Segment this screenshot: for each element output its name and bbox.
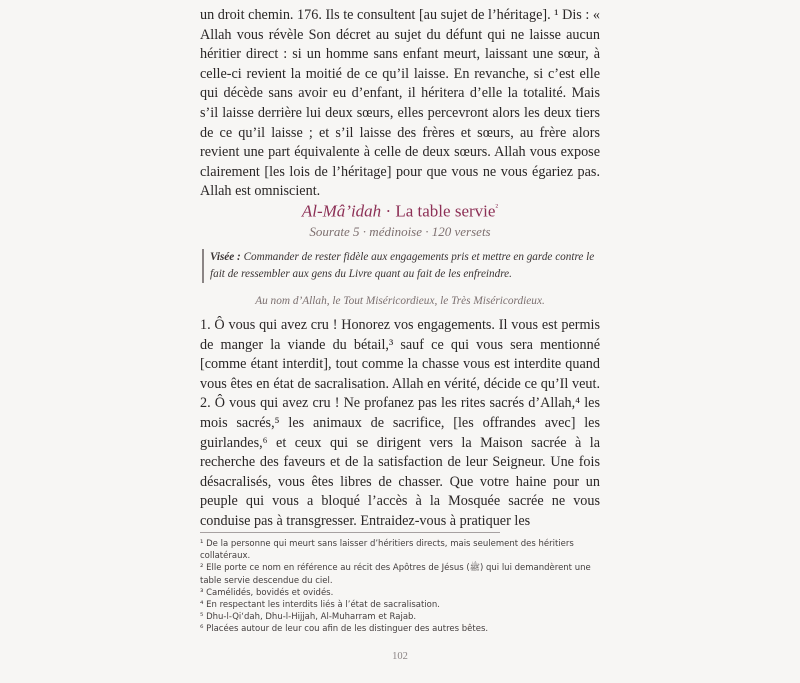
page-number: 102: [392, 651, 408, 662]
basmala: Au nom d’Allah, le Tout Miséricordieux, le Très Miséricordieux.: [255, 295, 545, 307]
surah-title: [200, 196, 600, 223]
title-separator: ·: [381, 201, 396, 221]
visee-box: [202, 249, 602, 283]
footnote: ⁵ Dhu-l-Qi‘dah, Dhu-l-Hijjah, Al-Muharram et Rajab.: [200, 612, 417, 623]
surah-arabic-name: Al-Mâ’idah: [301, 201, 382, 221]
footnote: ¹ De la personne qui meurt sans laisser d’héritiers directs, mais seulement des héritiers collatéraux.: [200, 539, 574, 562]
visee-text: Commander de rester fidèle aux engagements pris et mettre en garde contre le fait de ressembler aux gens du Livre quant au fait de les enfreindre.: [210, 251, 595, 280]
footnotes: [200, 538, 598, 636]
footnote: ⁴ En respectant les interdits liés à l’état de sacralisation.: [200, 600, 440, 611]
footnote: ⁶ Placées autour de leur cou afin de les distinguer des autres bêtes.: [200, 624, 489, 635]
footnote: ² Elle porte ce nom en référence au récit des Apôtres de Jésus (ﷺ) qui lui demandèrent une table servie descendue du ciel.: [200, 563, 591, 586]
surah-subtitle: Sourate 5 · médinoise · 120 versets: [309, 223, 491, 239]
footnote-divider: [200, 532, 500, 533]
verse-paragraph-top: [200, 6, 600, 202]
visee-label: Visée :: [210, 251, 241, 263]
footnote: ³ Camélidés, bovidés et ovidés.: [200, 587, 334, 598]
paragraph-text: un droit chemin. 176. Ils te consultent [au sujet de l’héritage]. ¹ Dis : « Allah vous révèle Son décret au sujet du défunt qui ne laisse aucun héritier direct : si un homme sans enfant meurt, laissant une sœur, à celle-ci revient la moitié de ce qu’il laisse. En revanche, si c’est elle qui décède sans avoir eu d’enfant, il héritera d’elle la totalité. Mais s’il laisse derrière lui deux sœurs, elles percevront alors les deux tiers de ce qu’il laisse ; et s’il laisse des frères et sœurs, au frère alors revient une part équivalente à celle de deux sœurs. Allah vous expose clairement [les lois de l’héritage] pour que vous ne vous égariez pas. Allah est omniscient.: [200, 7, 600, 200]
surah-french-title: La table servie: [395, 201, 496, 221]
verse-paragraph-main: [200, 316, 600, 532]
paragraph-text: 1. Ô vous qui avez cru ! Honorez vos engagements. Il vous est permis de manger la viande du bétail,³ sauf ce qui vous sera mentionné [comme étant interdit], tout comme la chasse vous est interdite quand vous êtes en état de sacralisation. Allah en vérité, décide ce qu’Il veut. 2. Ô vous qui avez cru ! Ne profanez pas les rites sacrés d’Allah,⁴ les mois sacrés,⁵ les animaux de sacrifice, [les offrandes avec] les guirlandes,⁶ et ceux qui se dirigent vers la Maison sacrée à la recherche des faveurs et de la satisfaction de leur Seigneur. Une fois désacralisés, vous êtes libres de chasser. Que votre haine pour un peuple qui vous a bloqué l’accès à la Mosquée sacrée ne vous conduise pas à transgresser. Entraidez-vous à pratiquer les: [200, 317, 600, 529]
surah-heading: [200, 196, 600, 241]
footnote-ref: ²: [495, 202, 499, 212]
